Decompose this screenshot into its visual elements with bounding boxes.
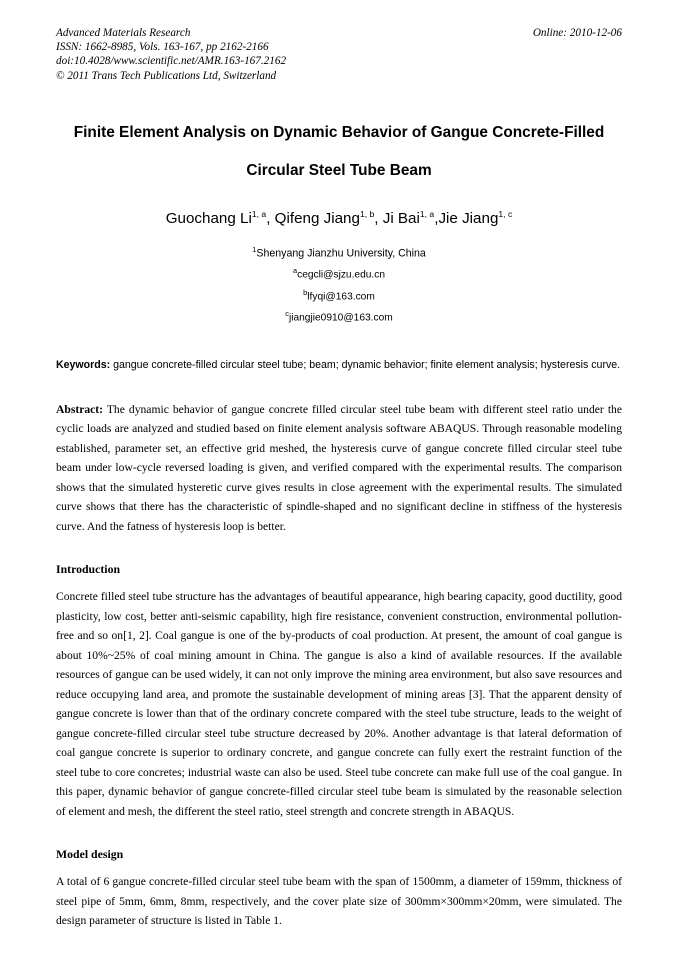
- copyright-line: © 2011 Trans Tech Publications Ltd, Switzerland: [56, 69, 277, 82]
- keywords-block: [56, 357, 622, 374]
- journal-name: Advanced Materials Research: [56, 27, 191, 39]
- title-line-2: Circular Steel Tube Beam: [246, 161, 432, 179]
- author-list: [56, 209, 622, 227]
- email-address: jiangjie0910@163.com: [288, 312, 393, 324]
- author-name: Jie Jiang: [438, 209, 499, 227]
- author-affil-marker: 1, b: [359, 208, 375, 219]
- abstract-block: [56, 400, 622, 537]
- section-paragraph: A total of 6 gangue concrete-filled circular steel tube beam with the span of 1500mm, a diameter of 159mm, thickness of steel pipe of 5mm, 6mm, 8mm, respectively, and the cover plate size of 300mm×300mm×20mm, were simulated. The design parameter of structure is listed in Table 1.: [56, 875, 622, 928]
- section-heading-introduction: Introduction: [56, 562, 121, 577]
- affiliation-marker: 1: [252, 244, 257, 254]
- email-address: lfyqi@163.com: [307, 291, 375, 303]
- author-name: Guochang Li: [165, 209, 252, 227]
- author-sep-2: ,: [374, 209, 383, 227]
- email-list: [56, 262, 622, 326]
- author-affil-marker: 1, a: [251, 208, 267, 219]
- author-sep-1: ,: [266, 209, 275, 227]
- paper-title: [56, 121, 622, 183]
- keywords-label: Keywords:: [56, 358, 111, 371]
- abstract-label: Abstract:: [56, 402, 104, 416]
- abstract-text: The dynamic behavior of gangue concrete filled circular steel tube beam with different steel ratio under the cyclic loads are analyzed and studied based on finite element analysis software ABAQUS. Through reasonable modeling established, parameter set, an effective grid meshed, the hysteresis curve of gangue concrete filled circular steel tube beam under low-cycle reversed loading is given, and verified compared with the experimental results. The comparison shows that the simulated hysteretic curve gives results in close agreement with the experimental results. The simulated curve shows that there has the characteristic of spindle-shaped and no significant decline in stiffness of the hysteresis curve. And the fatness of hysteresis loop is better.: [56, 402, 622, 533]
- author-affil-marker: 1, a: [419, 208, 435, 219]
- email-marker: b: [303, 287, 308, 297]
- author-entry: [383, 210, 434, 227]
- affiliation-text: Shenyang Jianzhu University, China: [256, 247, 426, 260]
- issn-line: ISSN: 1662-8985, Vols. 163-167, pp 2162-2166: [56, 41, 269, 54]
- page-header: [56, 26, 622, 83]
- title-line-1: Finite Element Analysis on Dynamic Behavior of Gangue Concrete-Filled: [73, 123, 605, 141]
- online-date: Online: 2010-12-06: [532, 27, 622, 39]
- email-item: [56, 284, 622, 305]
- email-marker: c: [285, 309, 289, 319]
- email-item: [56, 305, 622, 326]
- author-name: Qifeng Jiang: [274, 209, 360, 227]
- doi-line: doi:10.4028/www.scientific.net/AMR.163-167.2162: [56, 55, 287, 68]
- author-affil-marker: 1, c: [498, 208, 513, 219]
- affiliation: [56, 241, 622, 263]
- author-entry: [275, 210, 375, 227]
- email-item: [56, 262, 622, 283]
- keywords-text: gangue concrete-filled circular steel tube; beam; dynamic behavior; finite element analysis; hysteresis curve.: [110, 358, 621, 371]
- author-name: Ji Bai: [382, 209, 420, 227]
- author-sep-3: ,: [434, 209, 439, 227]
- section-paragraph: Concrete filled steel tube structure has the advantages of beautiful appearance, high bearing capacity, good ductility, good plasticity, low cost, better anti-seismic capability, high fire resistance, convenient construction, environmental pollution-free and so on[1, 2]. Coal gangue is one of the by-products of coal production. At present, the amount of coal gangue is about 10%~25% of coal mining amount in China. The gangue is also a kind of available resources. If the available resources of gangue can be used widely, it can not only improve the mining area environment, but also save resources and reduce occupying land area, and promote the sustainable development of mining areas [3]. That the apparent density of gangue concrete is lower than that of the ordinary concrete compared with the steel tube structure, leads to the weight of gangue concrete-filled circular steel tube structure decreased by 20%. Another advantage is that lateral deformation of coal gangue concrete is superior to ordinary concrete, and gangue concrete can fully exert the restraint function of the steel tube to core concretes; industrial waste can also be used. Steel tube concrete can make full use of the coal gangue. In this paper, dynamic behavior of gangue concrete-filled circular steel tube beam is simulated by the reasonable selection of element and mesh, the different the steel ratio, steel strength and concrete strength in ABAQUS.: [56, 590, 622, 818]
- email-address: cegcli@sjzu.edu.cn: [297, 269, 386, 281]
- author-entry: [166, 210, 266, 227]
- email-marker: a: [292, 266, 298, 276]
- section-heading-model-design: Model design: [56, 847, 124, 862]
- author-entry: [438, 210, 512, 227]
